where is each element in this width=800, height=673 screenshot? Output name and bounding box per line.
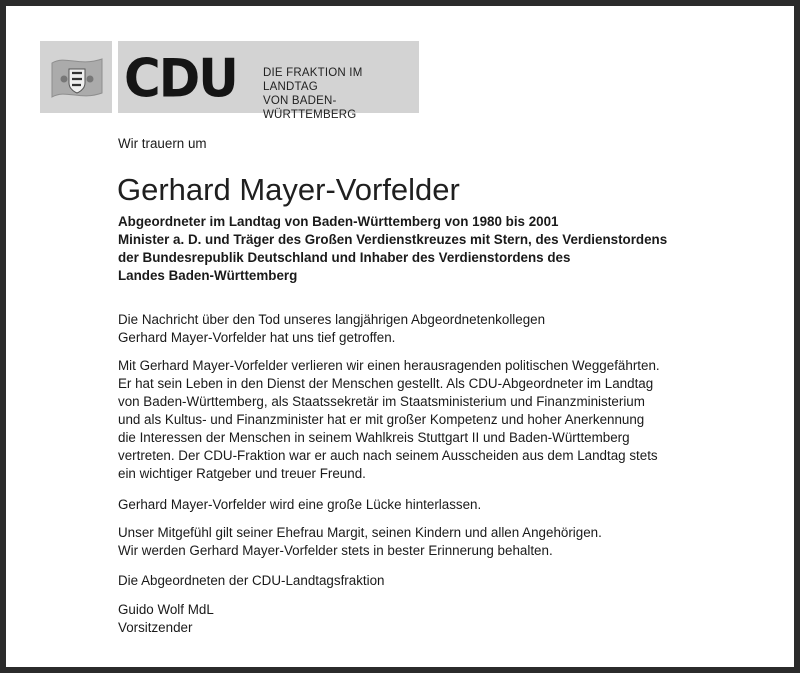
- subtitle-block: [118, 213, 667, 285]
- paragraph-signers: Die Abgeordneten der CDU-Landtagsfraktion: [118, 573, 385, 588]
- paragraph-condolence: Unser Mitgefühl gilt seiner Ehefrau Margit, seinen Kindern und allen Angehörigen. Wir werden Gerhard Mayer-Vorfelder stets in bester Erinnerung behalten.: [118, 525, 602, 558]
- signature-title: Vorsitzender: [118, 620, 193, 635]
- subtitle-line: Landes Baden-Württemberg: [118, 268, 298, 283]
- paragraph-tribute: Mit Gerhard Mayer-Vorfelder verlieren wir einen herausragenden politischen Weggefährten. Er hat sein Leben in den Dienst der Menschen gestellt. Als CDU-Abgeordneter im Landtag von Baden-Württemberg, als Staatssekretär im Staatsministerium und Finanzministerium und als Kultus- und Finanzminister hat er mit großer Kompetenz und hoher Anerkennung die Interessen der Menschen in seinem Wahlkreis Stuttgart II und Baden-Württemberg vertreten. Der CDU-Fraktion war er auch nach seinem Ausscheiden aus dem Landtag stets ein wichtiger Ratgeber und treuer Freund.: [118, 358, 660, 481]
- state-flag-logo: [40, 41, 112, 113]
- signature-name: Guido Wolf MdL: [118, 602, 214, 617]
- subtitle-line: Minister a. D. und Träger des Großen Verdienstkreuzes mit Stern, des Verdienstordens: [118, 232, 668, 247]
- intro-text: Wir trauern um: [118, 136, 207, 151]
- subtitle-line: der Bundesrepublik Deutschland und Inhaber des Verdienstordens des: [118, 250, 571, 265]
- cdu-fraktion-logo: [118, 41, 419, 121]
- fraktion-label: DIE FRAKTION IM LANDTAG VON BADEN-WÜRTTEMBERG: [263, 67, 363, 121]
- paragraph-loss: Gerhard Mayer-Vorfelder wird eine große Lücke hinterlassen.: [118, 497, 482, 512]
- cdu-wordmark: CDU: [124, 48, 237, 109]
- subtitle-line: Abgeordneter im Landtag von Baden-Württemberg von 1980 bis 2001: [118, 214, 559, 229]
- deceased-name: Gerhard Mayer-Vorfelder: [117, 172, 460, 207]
- baden-wuerttemberg-flag-icon: [48, 53, 106, 103]
- paragraph-news: Die Nachricht über den Tod unseres langjährigen Abgeordnetenkollegen Gerhard Mayer-Vorfelder hat uns tief getroffen.: [118, 312, 546, 345]
- signature-block: [118, 601, 788, 637]
